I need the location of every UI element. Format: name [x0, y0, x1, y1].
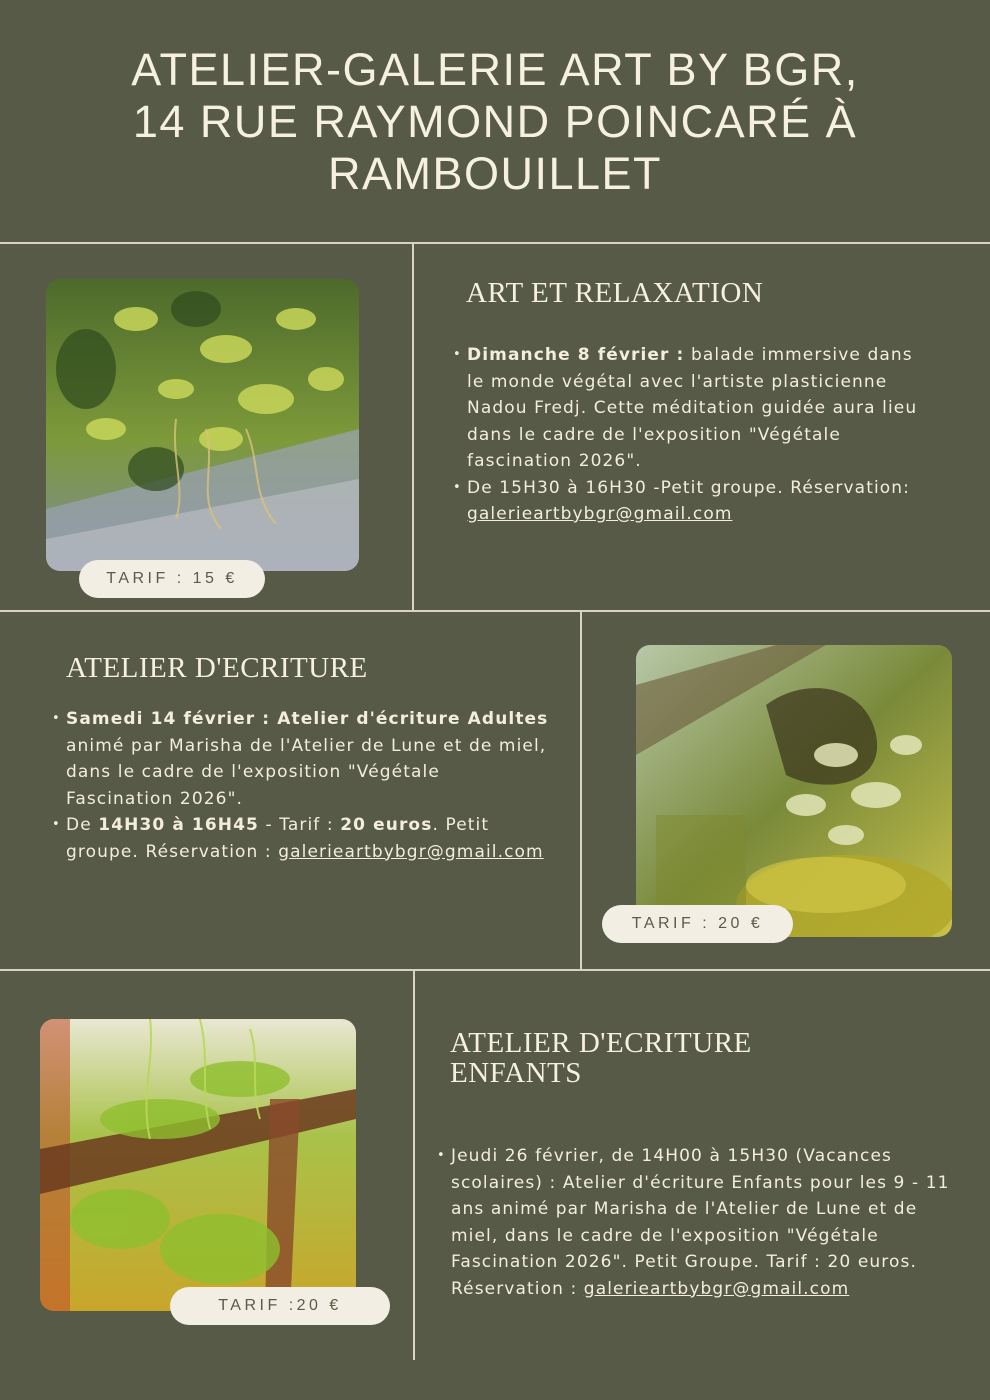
price-badge-2: TARIF : 20 € [602, 905, 793, 943]
list-item: • Jeudi 26 février, de 14H00 à 15H30 (Vacances scolaires) : Atelier d'écriture Enfants pour les 9 - 11 ans animé par Marisha de l'Atelier de Lune et de miel, dans le cadre de l'exposition "Végétale Fascination 2026". Petit Groupe. Tarif : 20 euros. Réservation : galerieartbybgr@gmail.com [437, 1143, 967, 1302]
divider-vertical-2 [580, 611, 582, 970]
divider-top [0, 242, 990, 244]
title-line-2: ENFANTS [450, 1057, 582, 1089]
painting-image-2 [636, 645, 952, 937]
section-title-art-relaxation: ART ET RELAXATION [466, 277, 764, 309]
divider-middle [0, 610, 990, 612]
painting-image-1 [46, 279, 359, 571]
price-badge-1: TARIF : 15 € [79, 560, 265, 598]
details-list-2 [52, 706, 552, 865]
section-title-atelier-ecriture: ATELIER D'ECRITURE [66, 652, 368, 684]
title-line-1: ATELIER-GALERIE ART BY BGR, [131, 43, 859, 95]
list-item: • Samedi 14 février : Atelier d'écriture Adultes animé par Marisha de l'Atelier de Lune et de miel, dans le cadre de l'exposition "Végétale Fascination 2026". [52, 706, 552, 812]
list-item: • Dimanche 8 février : balade immersive dans le monde végétal avec l'artiste plasticienne Nadou Fredj. Cette méditation guidée aura lieu dans le cadre de l'exposition "Végétale fascination 2026". [453, 342, 933, 475]
title-line-1: ATELIER D'ECRITURE [450, 1027, 752, 1059]
title-line-3: RAMBOUILLET [327, 147, 663, 199]
divider-bottom [0, 969, 990, 971]
section-title-atelier-enfants [450, 1028, 752, 1088]
price-badge-3: TARIF :20 € [170, 1287, 390, 1325]
details-list-3 [437, 1143, 967, 1302]
list-item: • De 15H30 à 16H30 -Petit groupe. Réservation: galerieartbybgr@gmail.com [453, 475, 933, 528]
divider-vertical-3 [413, 970, 415, 1360]
details-list-1 [453, 342, 933, 528]
painting-image-3 [40, 1019, 356, 1311]
list-item: • De 14H30 à 16H45 - Tarif : 20 euros. Petit groupe. Réservation : galerieartbybgr@gmail.com [52, 812, 552, 865]
divider-vertical-1 [412, 243, 414, 611]
page-title [75, 44, 915, 200]
email-link[interactable]: galerieartbybgr@gmail.com [583, 1278, 850, 1299]
email-link[interactable]: galerieartbybgr@gmail.com [278, 841, 544, 862]
poster-header [0, 0, 990, 243]
title-line-2: 14 RUE RAYMOND POINCARÉ À [132, 95, 858, 147]
email-link[interactable]: galerieartbybgr@gmail.com [467, 504, 733, 524]
